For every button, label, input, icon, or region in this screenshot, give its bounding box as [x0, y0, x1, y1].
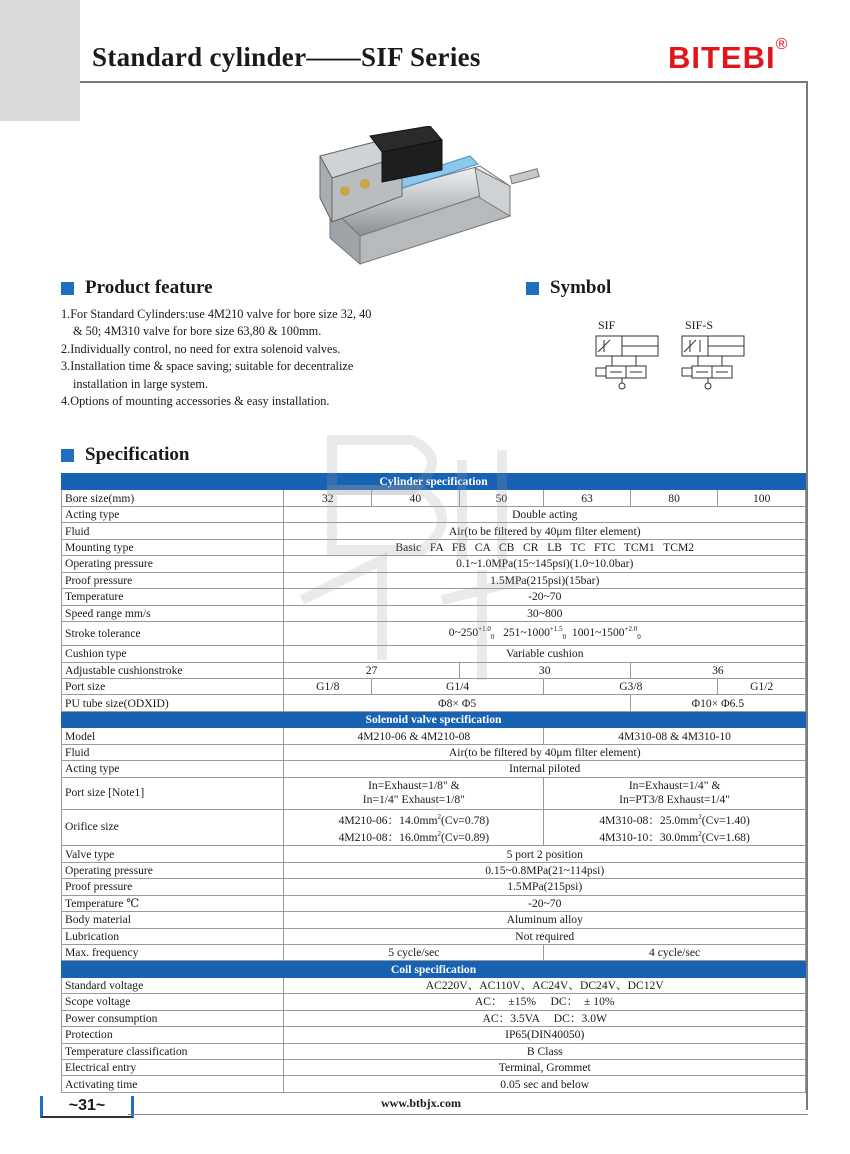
table-row: Temperature -20~70: [62, 589, 806, 605]
table-row: Proof pressure 1.5MPa(215psi): [62, 879, 806, 895]
specification-heading: Specification: [61, 444, 190, 466]
page-number: ~31~: [40, 1096, 134, 1118]
bullet-square-icon: [526, 282, 539, 295]
table-row: Port size G1/8 G1/4 G3/8 G1/2: [62, 678, 806, 694]
table-row: PU tube size(ODXID) Φ8× Φ5 Φ10× Φ6.5: [62, 695, 806, 711]
table-row: Lubrication Not required: [62, 928, 806, 944]
table-row: Acting type Internal piloted: [62, 761, 806, 777]
brand-logo: [668, 36, 789, 76]
sif-s-pneumatic-symbol: [678, 332, 750, 394]
table-row: Operating pressure 0.15~0.8MPa(21~114psi): [62, 862, 806, 878]
header-divider: [80, 81, 806, 83]
feature-item: & 50; 4M310 valve for bore size 63,80 & 100mm.: [73, 324, 322, 339]
table-row: Standard voltage AC220V、AC110V、AC24V、DC24V、DC12V: [62, 977, 806, 993]
page-title: Standard cylinder——SIF Series: [92, 42, 481, 72]
table-row: Protection IP65(DIN40050): [62, 1027, 806, 1043]
table-row: Cushion type Variable cushion: [62, 646, 806, 662]
table-row: Acting type Double acting: [62, 506, 806, 522]
table-row: Electrical entry Terminal, Grommet: [62, 1060, 806, 1076]
table-row: Speed range mm/s 30~800: [62, 605, 806, 621]
table-row: Port size [Note1] In=Exhaust=1/8" & In=1/4" Exhaust=1/8" In=Exhaust=1/4" & In=PT3/8 Exhaust=1/4": [62, 777, 806, 809]
feature-item: installation in large system.: [73, 376, 209, 391]
symbol-label-sif: SIF: [598, 318, 616, 332]
product-feature-heading: Product feature: [61, 277, 213, 299]
feature-item: 3.Installation time & space saving; suitable for decentralize: [61, 359, 354, 374]
table-row: Stroke tolerance $0\sim 250^{+1.0}_0$ $251\sim 1000^{+1.5}_0$ $1001\sim 1500^{+2.0}_0$: [62, 621, 806, 645]
table-row: Bore size(mm) 32 40 50 63 80 100: [62, 490, 806, 506]
side-bar-decoration: [0, 0, 80, 121]
table-row: Orifice size 4M210-06：$14.0mm^2(Cv=0.78)$ 4M210-08：$16.0mm^2(Cv=0.89)$ 4M310-08：$25.0mm^2(Cv=1.40)$ 4M310-10：$30.0mm^2(Cv=1.68)$: [62, 809, 806, 846]
sif-pneumatic-symbol: [592, 332, 664, 394]
right-border: [806, 81, 808, 1110]
stroke-tolerance-value: $0\sim 250^{+1.0}_0$ $251\sim 1000^{+1.5}_0$ $1001\sim 1500^{+2.0}_0$: [284, 621, 806, 645]
table-row: Valve type 5 port 2 position: [62, 846, 806, 862]
registered-mark: ®: [775, 36, 789, 53]
table-row: Body material Aluminum alloy: [62, 912, 806, 928]
table-row: Activating time 0.05 sec and below: [62, 1076, 806, 1092]
table-row: Temperature ℃ -20~70: [62, 895, 806, 911]
table-row: Mounting type Basic FA FB CA CB CR LB TC FTC TCM1 TCM2: [62, 539, 806, 555]
cylinder-product-image: [310, 126, 546, 278]
bullet-square-icon: [61, 282, 74, 295]
table-row: Fluid Air(to be filtered by 40μm filter element): [62, 744, 806, 760]
table-section-header: Coil specification: [62, 961, 806, 977]
table-section-header: Solenoid valve specification: [62, 711, 806, 727]
symbol-label-sif-s: SIF-S: [685, 318, 714, 332]
table-row: Temperature classification B Class: [62, 1043, 806, 1059]
feature-item: 4.Options of mounting accessories & easy installation.: [61, 394, 330, 409]
table-row: Power consumption AC：3.5VA DC：3.0W: [62, 1010, 806, 1026]
footer-url: www.btbjx.com: [381, 1096, 461, 1110]
table-row: Fluid Air(to be filtered by 40μm filter element): [62, 523, 806, 539]
feature-item: 2.Individually control, no need for extra solenoid valves.: [61, 341, 341, 356]
table-row: Model 4M210-06 & 4M210-08 4M310-08 & 4M310-10: [62, 728, 806, 744]
feature-list: [61, 306, 431, 410]
footer-divider: [128, 1114, 808, 1115]
specification-table: [61, 473, 806, 1093]
table-row: Proof pressure 1.5MPa(215psi)(15bar): [62, 572, 806, 588]
table-row: Max. frequency 5 cycle/sec 4 cycle/sec: [62, 944, 806, 960]
table-section-header: Cylinder specification: [62, 474, 806, 490]
symbol-heading: Symbol: [526, 277, 611, 299]
feature-item: 1.For Standard Cylinders:use 4M210 valve for bore size 32, 40: [61, 307, 372, 321]
bullet-square-icon: [61, 449, 74, 462]
brand-name: BITEBI: [668, 40, 776, 75]
table-row: Adjustable cushionstroke 27 30 36: [62, 662, 806, 678]
table-row: Operating pressure 0.1~1.0MPa(15~145psi)(1.0~10.0bar): [62, 556, 806, 572]
table-row: Scope voltage AC： ±15% DC： ± 10%: [62, 994, 806, 1010]
